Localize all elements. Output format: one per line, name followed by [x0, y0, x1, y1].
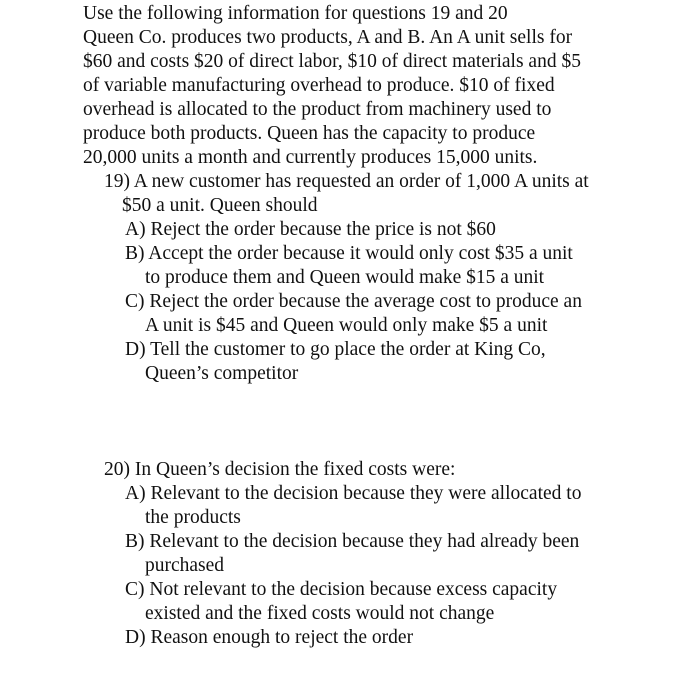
intro-line: 20,000 units a month and currently produces 15,000 units. [83, 147, 538, 168]
question-20-option-b: B) Relevant to the decision because they had already been [125, 531, 580, 552]
question-19-option-c: C) Reject the order because the average cost to produce an [125, 291, 582, 312]
intro-line: Queen Co. produces two products, A and B. An A unit sells for [83, 27, 573, 48]
question-19-option-c: A unit is $45 and Queen would only make $5 a unit [145, 315, 548, 336]
question-19-option-b: to produce them and Queen would make $15 a unit [145, 267, 545, 288]
intro-line: of variable manufacturing overhead to produce. $10 of fixed [83, 75, 555, 96]
question-19-option-d: Queen’s competitor [145, 363, 299, 384]
question-19-stem: $50 a unit. Queen should [122, 195, 318, 216]
question-20-option-a: the products [145, 507, 241, 528]
intro-line: $60 and costs $20 of direct labor, $10 of direct materials and $5 [83, 51, 581, 72]
intro-line: Use the following information for questions 19 and 20 [83, 3, 508, 24]
question-20-option-a: A) Relevant to the decision because they were allocated to [125, 483, 582, 504]
question-20-stem: 20) In Queen’s decision the fixed costs were: [104, 459, 456, 480]
question-20-option-b: purchased [145, 555, 225, 576]
intro-line: produce both products. Queen has the capacity to produce [83, 123, 536, 144]
question-19-option-d: D) Tell the customer to go place the order at King Co, [125, 339, 546, 360]
question-20-option-c: existed and the fixed costs would not change [145, 603, 495, 624]
question-19-option-a: A) Reject the order because the price is not $60 [125, 219, 496, 240]
question-20-option-d: D) Reason enough to reject the order [125, 627, 414, 648]
intro-line: overhead is allocated to the product from machinery used to [83, 99, 552, 120]
question-19-option-b: B) Accept the order because it would only cost $35 a unit [125, 243, 573, 264]
question-19-stem: 19) A new customer has requested an order of 1,000 A units at [104, 171, 589, 192]
question-20-option-c: C) Not relevant to the decision because excess capacity [125, 579, 558, 600]
